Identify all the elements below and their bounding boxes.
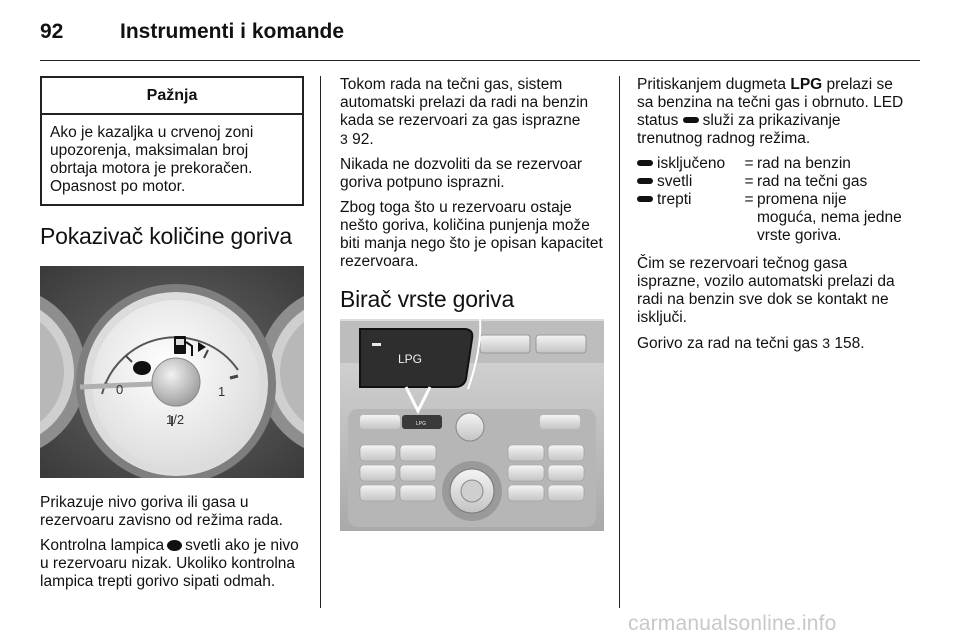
led-icon xyxy=(637,196,653,202)
fuel-warning-lamp-icon xyxy=(167,540,182,551)
watermark: carmanualsonline.info xyxy=(628,612,837,635)
gauge-description: Prikazuje nivo goriva ili gasa u rezervoaru zavisno od režima rada. xyxy=(40,494,283,529)
table-row: trepti = promena nije moguća, nema jedne vrste goriva. xyxy=(637,191,905,245)
page-number: 92 xyxy=(40,20,64,43)
page-header xyxy=(40,14,920,54)
lpg-button-image xyxy=(340,319,604,531)
led-icon xyxy=(637,160,653,166)
lpg-fuel-ref-text: Gorivo za rad na tečni gas 3 158. xyxy=(637,335,865,352)
chapter-title: Instrumenti i komande xyxy=(120,20,345,43)
fuel-gauge-illustration xyxy=(40,266,304,478)
warning-text: Ako je kazaljka u crvenoj zoni upozorenja, maksimalan broj obrtaja motora je prekoračen. Opasnost po motor. xyxy=(50,124,254,195)
warning-title: Pažnja xyxy=(42,78,302,115)
gauge-label-empty: 0 xyxy=(116,382,124,397)
lpg-empty-text: Čim se rezervoari tečnog gasa isprazne, vozilo automatski prelazi da radi na benzin sve dok se kontakt ne isključi. xyxy=(637,255,895,326)
page-ref-icon: 3 xyxy=(340,131,348,147)
fuel-selector-heading: Birač vrste goriva xyxy=(340,286,515,312)
center-console-illustration xyxy=(340,319,604,531)
gauge-label-full: 1 xyxy=(218,384,226,399)
header-rule xyxy=(40,60,920,61)
warning-lamp-description: Kontrolna lampica svetli ako je nivo u rezervoaru nizak. Ukoliko kontrolna lampica trepti gorivo sipati odmah. xyxy=(40,537,299,590)
column-2 xyxy=(340,76,604,531)
column-divider xyxy=(320,76,321,608)
lpg-bold-label: LPG xyxy=(790,76,823,93)
table-row: svetli = rad na tečni gas xyxy=(637,173,905,191)
column-1 xyxy=(40,76,304,598)
warning-box xyxy=(40,76,304,206)
column-divider xyxy=(619,76,620,608)
tank-capacity-text: Zbog toga što u rezervoaru ostaje nešto goriva, količina punjenja može biti manja nego što je opisan kapacitet rezervoara. xyxy=(340,199,603,270)
led-icon xyxy=(637,178,653,184)
page-ref-icon: 3 xyxy=(822,335,831,351)
fuel-gauge-image xyxy=(40,266,304,478)
lpg-button-label: LPG xyxy=(398,352,423,366)
fuel-gauge-heading: Pokazivač količine goriva xyxy=(40,223,292,249)
column-3 xyxy=(637,76,905,360)
table-row: isključeno = rad na benzin xyxy=(637,155,905,173)
lpg-auto-switch-text: Tokom rada na tečni gas, sistem automatski prelazi da radi na benzin kada se rezervoari za gas isprazne 3 92. xyxy=(340,76,589,148)
lpg-button-small-label: LPG xyxy=(416,421,427,427)
lpg-button-description: Pritiskanjem dugmeta LPG prelazi se sa benzina na tečni gas i obrnuto. LED status služi za prikazivanje trenutnog radnog režima. xyxy=(637,76,904,147)
tank-empty-warning-text: Nikada ne dozvoliti da se rezervoar goriva potpuno isprazni. xyxy=(340,156,583,191)
led-status-table xyxy=(637,155,905,245)
gauge-label-half: 1/2 xyxy=(166,412,185,427)
led-status-icon xyxy=(683,117,699,123)
